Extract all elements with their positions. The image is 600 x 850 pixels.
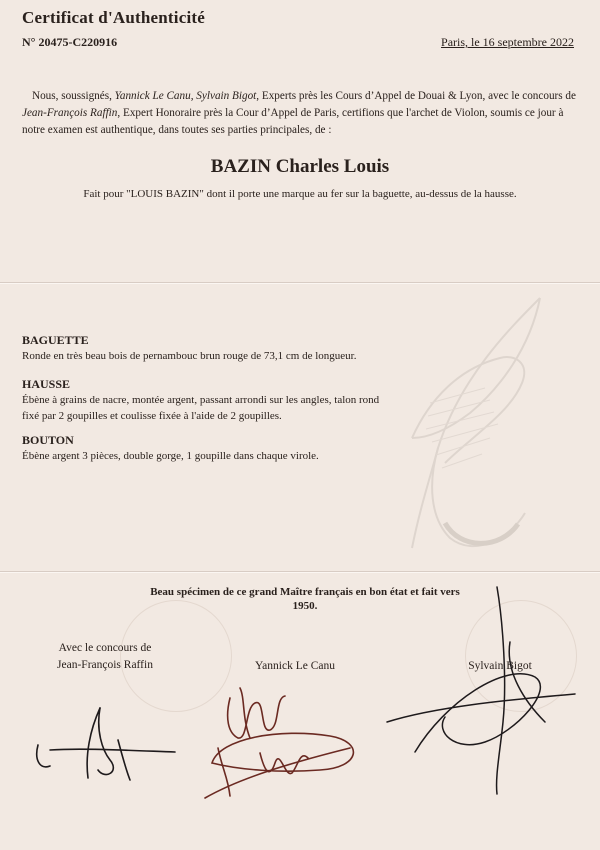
conclusion-line-1: Beau spécimen de ce grand Maître français en bon état et fait vers [150,586,460,598]
intro-experts: Yannick Le Canu, Sylvain Bigot [114,90,257,102]
maker-note: Fait pour "LOUIS BAZIN" dont il porte une marque au fer sur la baguette, au-dessus de la hausse. [83,188,517,200]
certificate-number: N° 20475-C220916 [22,35,118,49]
section-title-baguette: BAGUETTE [22,333,89,347]
signatory-le-canu-name: Yannick Le Canu [255,660,335,672]
quill-watermark-icon [390,288,560,568]
certificate-title: Certificat d'Authenticité [22,8,205,27]
signatory-raffin-line-1: Avec le concours de [58,642,152,654]
signature-le-canu [200,678,380,803]
intro-paragraph [22,88,582,139]
section-text-hausse: Ébène à grains de nacre, montée argent, passant arrondi sur les angles, talon rond fixé par 2 goupilles et coulisse fixée à l'aide de 2 goupilles. [22,394,380,422]
signature-raffin [30,700,190,790]
fold-line-bottom [0,571,600,572]
signatory-raffin [30,640,180,674]
maker-name: BAZIN Charles Louis [210,156,390,177]
signatory-bigot-name: Sylvain Bigot [468,660,532,672]
section-text-bouton: Ébène argent 3 pièces, double gorge, 1 goupille dans chaque virole. [22,450,319,462]
intro-text-1: Nous, soussignés, [32,90,115,102]
section-text-baguette: Ronde en très beau bois de pernambouc brun rouge de 73,1 cm de longueur. [22,350,357,362]
conclusion-line-2: 1950. [292,600,318,612]
signature-bigot [385,582,585,797]
signatory-raffin-name: Jean-François Raffin [57,659,153,671]
section-title-bouton: BOUTON [22,433,74,447]
intro-text-3: , Expert Honoraire près la Cour d’Appel de Paris, certifions que l'archet de Violon, soumis ce jour à notre examen est authentique, dans toutes ses parties principales, de : [22,107,564,136]
section-title-hausse: HAUSSE [22,377,71,391]
signatory-le-canu [225,658,365,675]
intro-honorary-expert: Jean-François Raffin [22,107,118,119]
fold-line-top [0,282,600,283]
certificate-date: Paris, le 16 septembre 2022 [441,35,574,49]
intro-text-2: , Experts près les Cours d’Appel de Douai & Lyon, avec le concours de [256,90,576,102]
